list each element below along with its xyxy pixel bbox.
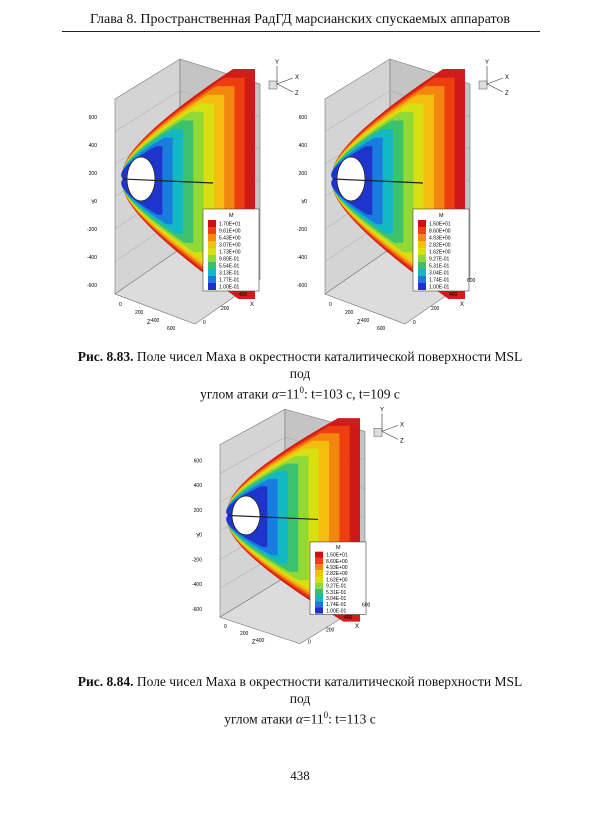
legend-swatch bbox=[315, 552, 323, 558]
z-tick-label: 0 bbox=[329, 302, 332, 308]
legend-swatch bbox=[208, 283, 216, 290]
page-number: 438 bbox=[290, 768, 310, 783]
legend-swatch bbox=[315, 607, 323, 613]
triad-axis bbox=[382, 431, 398, 439]
legend-value: 8.60E+00 bbox=[326, 558, 348, 565]
triad-y-label: Y bbox=[275, 60, 280, 66]
y-tick-label: 200 bbox=[298, 171, 307, 177]
y-tick-label: -600 bbox=[86, 283, 97, 289]
legend-swatch bbox=[418, 227, 426, 234]
x-tick-label: 0 bbox=[413, 320, 416, 326]
z-tick-label: 200 bbox=[240, 630, 249, 637]
y-tick-label: -400 bbox=[86, 255, 97, 261]
triad-z-label: Z bbox=[295, 91, 299, 97]
triad-y-label: Y bbox=[485, 60, 490, 66]
degree-sup: 0 bbox=[299, 385, 304, 395]
legend-value: 1.74E-01 bbox=[326, 602, 347, 609]
x-tick-label: 400 bbox=[344, 614, 353, 621]
y-tick-label: -400 bbox=[191, 582, 202, 589]
y-tick-label: 200 bbox=[193, 507, 202, 514]
alpha-symbol: α bbox=[271, 386, 279, 402]
triad-z-label: Z bbox=[400, 438, 404, 445]
y-axis-label: Y bbox=[91, 200, 96, 206]
z-tick-label: 200 bbox=[135, 310, 144, 316]
legend-swatch bbox=[315, 601, 323, 607]
z-axis-label: Z bbox=[147, 320, 151, 326]
z-tick-label: 400 bbox=[256, 637, 265, 644]
z-tick-label: 200 bbox=[345, 310, 354, 316]
caption-text: : t=103 с, t=109 с bbox=[303, 386, 400, 402]
z-tick-label: 0 bbox=[224, 623, 227, 630]
legend-value: 4.93E+00 bbox=[326, 565, 348, 572]
figure-caption-8-84 bbox=[70, 673, 530, 728]
triad-axis bbox=[382, 425, 398, 431]
legend-swatch bbox=[418, 283, 426, 290]
legend-swatch bbox=[418, 241, 426, 248]
caption-text: =11 bbox=[302, 711, 324, 727]
legend-swatch bbox=[208, 262, 216, 269]
z-axis-label: Z bbox=[252, 639, 256, 646]
y-tick-label: -600 bbox=[296, 283, 307, 289]
y-tick-label: 400 bbox=[193, 483, 202, 490]
legend-value: 9.80E-01 bbox=[219, 256, 240, 263]
legend-value: 9.27E-01 bbox=[326, 583, 347, 590]
legend-title: M bbox=[439, 213, 444, 219]
triad-axis bbox=[277, 84, 293, 92]
legend-swatch bbox=[208, 269, 216, 276]
legend-swatch bbox=[208, 220, 216, 227]
caption-label: Рис. 8.84. bbox=[77, 674, 134, 689]
z-tick-label: 600 bbox=[377, 326, 386, 332]
y-tick-label: -200 bbox=[86, 227, 97, 233]
triad-x-label: X bbox=[400, 422, 405, 429]
x-tick-label: 0 bbox=[308, 639, 311, 646]
legend-value: 3.04E-01 bbox=[326, 595, 347, 602]
triad-y-label: Y bbox=[380, 407, 385, 414]
triad-cube bbox=[374, 428, 382, 436]
triad-z-label: Z bbox=[505, 91, 509, 97]
header-rule bbox=[62, 31, 540, 32]
legend-value: 2.82E+00 bbox=[429, 242, 451, 249]
x-tick-label: 200 bbox=[326, 627, 335, 634]
z-tick-label: 0 bbox=[119, 302, 122, 308]
y-tick-label: 400 bbox=[88, 143, 97, 149]
degree-sup: 0 bbox=[323, 710, 329, 720]
legend-swatch bbox=[208, 255, 216, 262]
legend-value: 1.00E-01 bbox=[429, 284, 450, 291]
legend-swatch bbox=[315, 583, 323, 589]
y-tick-label: -200 bbox=[296, 227, 307, 233]
legend-swatch bbox=[208, 227, 216, 234]
legend-value: 1.00E-01 bbox=[326, 608, 347, 615]
legend-value: 1.74E-01 bbox=[429, 277, 450, 284]
triad-axis bbox=[487, 78, 503, 84]
x-tick-label: 400 bbox=[449, 292, 458, 298]
x-axis-label: X bbox=[460, 302, 465, 308]
mach-field-plot bbox=[85, 44, 315, 344]
caption-text: Поле чисел Маха в окрестности каталитической поверхности MSL под bbox=[136, 349, 523, 381]
legend-value: 3.07E+00 bbox=[219, 242, 241, 249]
running-header: Глава 8. Пространственная РадГД марсианских спускаемых аппаратов bbox=[89, 12, 511, 27]
triad-cube bbox=[479, 81, 487, 89]
y-tick-label: -600 bbox=[191, 606, 202, 613]
legend-value: 1.73E+00 bbox=[219, 249, 241, 256]
triad-axis bbox=[487, 84, 503, 92]
legend-title: M bbox=[229, 213, 234, 219]
y-tick-label: 0 bbox=[94, 199, 97, 205]
legend-swatch bbox=[208, 276, 216, 283]
legend-value: 1.50E+01 bbox=[429, 221, 451, 228]
y-tick-label: 400 bbox=[298, 143, 307, 149]
figure-8-84 bbox=[190, 396, 420, 666]
y-tick-label: 0 bbox=[304, 199, 307, 205]
legend-swatch bbox=[418, 234, 426, 241]
y-tick-label: -400 bbox=[296, 255, 307, 261]
legend-value: 5.31E-01 bbox=[429, 263, 450, 270]
legend-value: 9.61E+00 bbox=[219, 228, 241, 235]
legend-value: 4.93E+00 bbox=[429, 235, 451, 242]
caption-text: =11 bbox=[278, 386, 300, 402]
mach-field-plot bbox=[190, 396, 420, 666]
z-tick-label: 600 bbox=[167, 326, 176, 332]
y-axis-label: Y bbox=[301, 200, 306, 206]
legend-swatch bbox=[418, 220, 426, 227]
legend-value: 1.70E+01 bbox=[219, 221, 241, 228]
legend-value: 1.50E+01 bbox=[326, 552, 348, 559]
z-tick-label: 400 bbox=[151, 318, 160, 324]
caption-text: углом атаки bbox=[200, 386, 272, 402]
x-axis-label: X bbox=[250, 302, 255, 308]
legend-swatch bbox=[315, 570, 323, 576]
figure-8-83-a bbox=[85, 44, 315, 344]
y-tick-label: 200 bbox=[88, 171, 97, 177]
y-tick-label: 600 bbox=[298, 115, 307, 121]
mach-field-plot bbox=[295, 44, 525, 344]
triad-axis bbox=[277, 78, 293, 84]
x-tick-label: 600 bbox=[467, 278, 476, 284]
legend-value: 1.62E+00 bbox=[429, 249, 451, 256]
triad-x-label: X bbox=[505, 75, 510, 81]
caption-text: Поле чисел Маха в окрестности каталитической поверхности MSL под bbox=[136, 674, 523, 706]
legend-swatch bbox=[315, 564, 323, 570]
legend-value: 9.27E-01 bbox=[429, 256, 450, 263]
x-tick-label: 600 bbox=[362, 602, 371, 609]
caption-text: : t=113 с bbox=[328, 711, 376, 727]
legend-value: 2.82E+00 bbox=[326, 571, 348, 578]
legend-swatch bbox=[418, 276, 426, 283]
figure-8-83-b bbox=[295, 44, 525, 344]
caption-text: углом атаки bbox=[224, 711, 296, 727]
alpha-symbol: α bbox=[295, 711, 303, 727]
y-tick-label: 600 bbox=[88, 115, 97, 121]
legend-swatch bbox=[208, 234, 216, 241]
legend-swatch bbox=[208, 248, 216, 255]
x-tick-label: 200 bbox=[431, 306, 440, 312]
x-tick-label: 0 bbox=[203, 320, 206, 326]
x-tick-label: 400 bbox=[239, 292, 248, 298]
y-tick-label: 600 bbox=[193, 458, 202, 465]
legend-value: 1.62E+00 bbox=[326, 577, 348, 584]
legend-value: 1.77E-01 bbox=[219, 277, 240, 284]
legend-value: 5.31E-01 bbox=[326, 589, 347, 596]
legend-value: 3.04E-01 bbox=[429, 270, 450, 277]
legend-value: 5.54E-01 bbox=[219, 263, 240, 270]
figure-caption-8-83 bbox=[70, 348, 530, 403]
legend-swatch bbox=[418, 269, 426, 276]
legend-swatch bbox=[418, 248, 426, 255]
triad-x-label: X bbox=[295, 75, 300, 81]
z-tick-label: 400 bbox=[361, 318, 370, 324]
y-tick-label: -200 bbox=[191, 557, 202, 564]
x-axis-label: X bbox=[355, 623, 360, 630]
legend-swatch bbox=[208, 241, 216, 248]
legend-swatch bbox=[418, 262, 426, 269]
legend-swatch bbox=[418, 255, 426, 262]
legend-value: 1.00E-01 bbox=[219, 284, 240, 291]
y-axis-label: Y bbox=[196, 533, 201, 540]
legend-value: 3.13E-01 bbox=[219, 270, 240, 277]
legend-swatch bbox=[315, 576, 323, 582]
legend-value: 5.43E+00 bbox=[219, 235, 241, 242]
legend-swatch bbox=[315, 595, 323, 601]
x-tick-label: 200 bbox=[221, 306, 230, 312]
legend-value: 8.60E+00 bbox=[429, 228, 451, 235]
z-axis-label: Z bbox=[357, 320, 361, 326]
legend-swatch bbox=[315, 558, 323, 564]
triad-cube bbox=[269, 81, 277, 89]
legend-title: M bbox=[336, 545, 341, 552]
legend-swatch bbox=[315, 589, 323, 595]
caption-label: Рис. 8.83. bbox=[77, 349, 134, 364]
y-tick-label: 0 bbox=[199, 532, 202, 539]
